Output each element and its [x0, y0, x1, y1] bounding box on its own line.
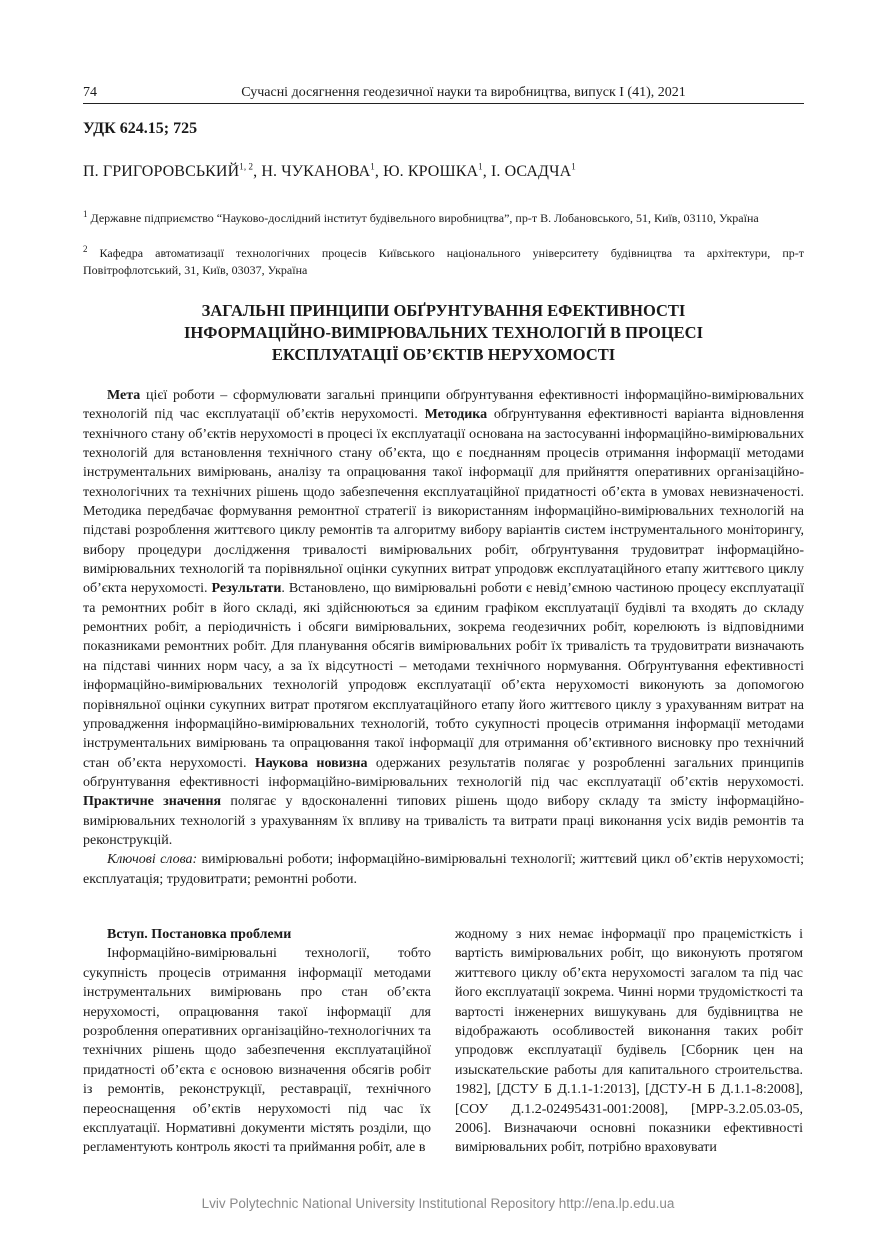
section-heading: Вступ. Постановка проблеми — [107, 927, 292, 942]
text-method: обґрунтування ефективності варіанта відновлення технічного стану об’єктів нерухомості в процесі їх експлуатації основана на застосуванні інформаційно-вимірювальних технологій для встановлення технічного стану об’єкта, що є поєднанням процесів отримання інформації методами інструментальних вимірювань, аналізу та опрацювання такої інформації для прийняття оперативних організаційно-технологічних та технічних рішень щодо забезпечення експлуатаційної придатності об’єкта в умовах невизначеності. Методика передбачає формування ремонтної стратегії із використанням інформаційно-вимірювальних технологій на підставі розроблення життєвого циклу ремонтів та алгоритму вибору варіантів систем інструментального моніторингу, вибору процедури дослідження тривалості вимірювальних робіт, обґрунтування трудовитрат інформаційно-вимірювальних технологій та порівняльної оцінки сукупних витрат упродовж експлуатаційного етапу життєвого циклу об’єкта нерухомості. — [83, 407, 804, 597]
author-separator: , — [482, 163, 491, 180]
label-results: Результати — [211, 581, 282, 597]
text-goal: цієї роботи – сформулювати загальні принципи обґрунтування ефективності інформаційно-вимірювальних технологій під час експлуатації об’єктів нерухомості. — [83, 388, 804, 423]
title-line: ЕКСПЛУАТАЦІЇ ОБ’ЄКТІВ НЕРУХОМОСТІ — [271, 345, 616, 364]
author-name: П. ГРИГОРОВСЬКИЙ — [83, 163, 240, 180]
author-affiliation-mark: 1, 2 — [239, 161, 254, 172]
label-goal: Мета — [107, 388, 141, 403]
author-name: І. ОСАДЧА — [490, 163, 572, 180]
author-affiliation-mark: 1 — [370, 161, 375, 172]
abstract — [83, 386, 804, 889]
text-results: . Встановлено, що вимірювальні роботи є невід’ємною частиною процесу експлуатації та ремонтних робіт в його складі, які здійснюються за єдиним графіком експлуатації будівлі та входять до складу ремонтних робіт, а періодичність і обсяги вимірювальних, зокрема геодезичних робіт, корелюють із відповідними показниками ремонтних робіт. Для планування обсягів вимірювальних робіт їх тривалість та трудовитрати визначають на підставі чинних норм часу, а за їх відсутності – методами технічного нормування. Обґрунтування ефективності інформаційно-вимірювальних технологій упродовж експлуатації об’єкта нерухомості виконують за допомогою порівняльної оцінки сукупних витрат протягом експлуатаційного етапу його життєвого циклу з урахуванням витрат на упровадження інформаційно-вимірювальних технологій, тобто сукупності процесів отримання інформації методами інструментальних вимірювань та опрацювання такої інформації для отримання об’єктивного висновку про технічний стан об’єкта нерухомості. — [83, 581, 804, 771]
body-column-left — [83, 925, 431, 1158]
title-line: ЗАГАЛЬНІ ПРИНЦИПИ ОБҐРУНТУВАННЯ ЕФЕКТИВНОСТІ — [201, 301, 686, 320]
running-header — [83, 84, 804, 104]
author-name: Н. ЧУКАНОВА — [261, 163, 371, 180]
keywords-label: Ключові слова: — [107, 852, 198, 868]
body-column-right — [455, 925, 803, 1158]
affiliation-1 — [83, 210, 804, 227]
paper-title — [83, 300, 804, 366]
body-paragraph: Інформаційно-вимірювальні технології, тобто сукупність процесів отримання інформації методами інструментальних вимірювань про стан об’єкта нерухомості, опрацювання такої інформації для розроблення оперативних організаційно-технологічних та технічних рішень щодо забезпечення експлуатаційної придатності об’єкта є основою визначення обсягів робіт із ремонтів, реконструкції, реставрації, технічного переоснащення об’єктів нерухомості під час їх експлуатації. Нормативні документи містять розділи, що регламентують контроль якості та приймання робіт, але в — [83, 946, 431, 1156]
author-affiliation-mark: 1 — [478, 161, 483, 172]
author-separator: , — [253, 163, 262, 180]
title-line: ІНФОРМАЦІЙНО-ВИМІРЮВАЛЬНИХ ТЕХНОЛОГІЙ В ПРОЦЕСІ — [184, 323, 703, 342]
journal-title: Сучасні досягнення геодезичної науки та виробництва, випуск I (41), 2021 — [241, 85, 686, 100]
affiliation-2 — [83, 245, 804, 279]
abstract-paragraph — [83, 386, 804, 850]
text-novelty: одержаних результатів полягає у розробленні загальних принципів обґрунтування ефективності інформаційно-вимірювальних технологій під час експлуатації об’єктів нерухомості. — [83, 755, 804, 790]
affiliation-number: 2 — [83, 244, 88, 254]
udk-code: УДК 624.15; 725 — [83, 120, 198, 137]
body-paragraph: жодному з них немає інформації про працемісткість і вартість вимірювальних робіт, що виконують протягом життєвого циклу об’єкта нерухомості загалом та під час його експлуатації зокрема. Чинні норми трудомісткості та вартості інженерних вишукувань для будівництва не відображають особливостей виконання таких робіт упродовж експлуатації будівель [Сборник цен на изыскательские работы для капитального строительства. 1982], [ДСТУ Б Д.1.1-1:2013], [ДСТУ-Н Б Д.1.1-8:2008], [СОУ Д.1.2-02495431-001:2008], [МРР-3.2.05.03-05, 2006]. Визначаючи основні показники ефективності вимірювальних робіт, потрібно враховувати — [455, 927, 803, 1156]
affiliation-text: Кафедра автоматизації технологічних процесів Київського національного університету будівництва та архітектури, пр-т Повітрофлотський, 31, Київ, 03037, Україна — [83, 246, 804, 277]
keywords-text: вимірювальні роботи; інформаційно-вимірювальні технології; життєвий цикл об’єктів нерухомості; експлуатація; трудовитрати; ремонтні роботи. — [83, 852, 804, 887]
author-affiliation-mark: 1 — [571, 161, 576, 172]
page-number: 74 — [83, 85, 97, 100]
affiliation-number: 1 — [83, 209, 88, 219]
label-practical: Практичне значення — [83, 794, 222, 810]
author-list — [83, 163, 576, 181]
author-separator: , — [374, 163, 384, 180]
affiliation-text: Державне підприємство “Науково-дослідний інститут будівельного виробництва”, пр-т В. Лобановського, 51, Київ, 03110, Україна — [87, 211, 759, 225]
text-practical: полягає у вдосконаленні типових рішень щодо вибору складу та змісту інформаційно-вимірювальних технологій з урахуванням їх впливу на тривалість та витрати праці виконання усіх видів ремонтів та реконструкцій. — [83, 794, 804, 848]
keywords — [83, 850, 804, 889]
repository-footer: Lviv Polytechnic National University Institutional Repository http://ena.lp.edu.ua — [201, 1196, 675, 1211]
label-method: Методика — [424, 407, 488, 423]
author-name: Ю. КРОШКА — [383, 163, 479, 180]
label-novelty: Наукова новизна — [254, 755, 368, 771]
